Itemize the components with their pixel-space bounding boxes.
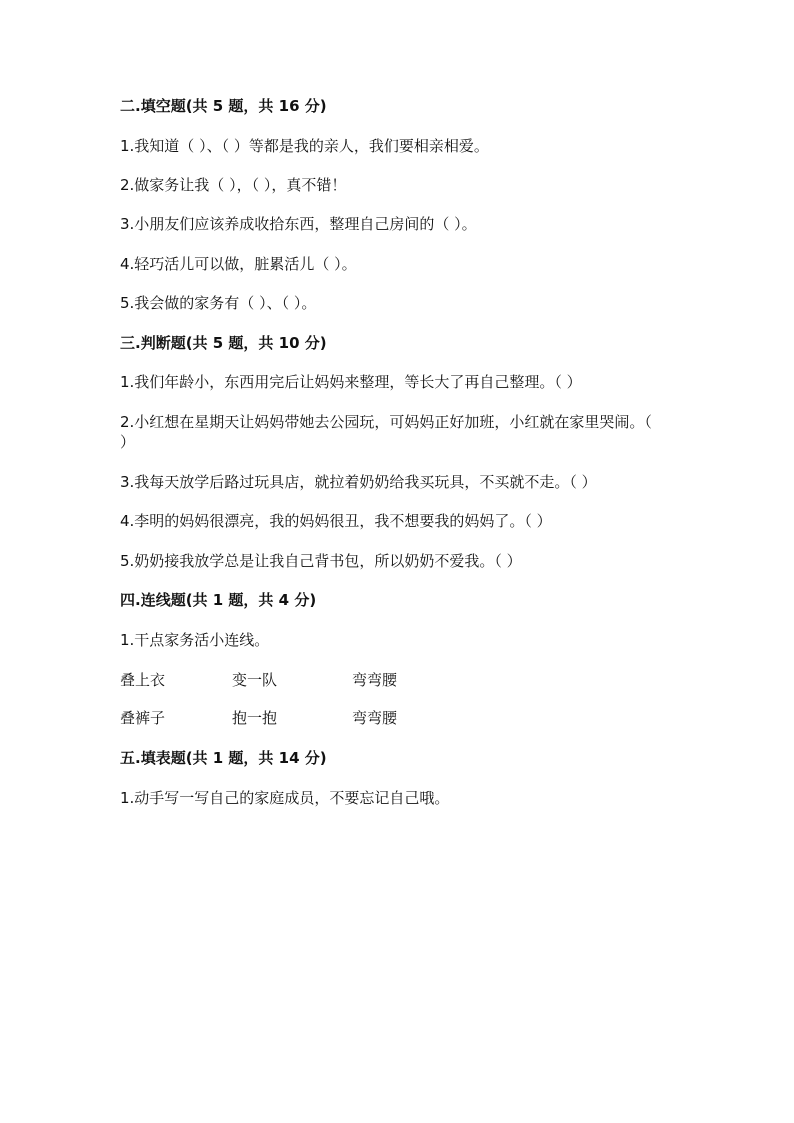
question-3-5: 5.奶奶接我放学总是让我自己背书包，所以奶奶不爱我。（ ）: [120, 552, 522, 570]
question-2-4: 4.轻巧活儿可以做，脏累活儿（ ）。: [120, 255, 357, 273]
match-item: 弯弯腰: [352, 709, 398, 727]
section-5-title: 五.填表题(共 1 题，共 14 分): [120, 749, 327, 767]
question-3-1: 1.我们年龄小，东西用完后让妈妈来整理，等长大了再自己整理。（ ）: [120, 373, 582, 391]
question-3-4: 4.李明的妈妈很漂亮，我的妈妈很丑，我不想要我的妈妈了。（ ）: [120, 512, 552, 530]
question-5-1: 1.动手写一写自己的家庭成员，不要忘记自己哦。: [120, 789, 450, 807]
section-4-title: 四.连线题(共 1 题，共 4 分): [120, 591, 317, 609]
match-item: 叠裤子: [120, 709, 166, 727]
question-3-2: 2.小红想在星期天让妈妈带她去公园玩，可妈妈正好加班，小红就在家里哭闹。（ ）: [120, 413, 652, 451]
question-2-1: 1.我知道（ ）、（ ）等都是我的亲人，我们要相亲相爱。: [120, 137, 489, 155]
match-item: 抱一抱: [232, 709, 278, 727]
match-item: 变一队: [232, 671, 278, 689]
match-item: 弯弯腰: [352, 671, 398, 689]
match-row: [120, 670, 720, 690]
question-3-3: 3.我每天放学后路过玩具店，就拉着奶奶给我买玩具，不买就不走。（ ）: [120, 473, 597, 491]
section-3-title: 三.判断题(共 5 题，共 10 分): [120, 334, 327, 352]
match-item: 叠上衣: [120, 671, 166, 689]
match-row: [120, 708, 720, 728]
question-2-5: 5.我会做的家务有（ ）、（ ）。: [120, 294, 317, 312]
question-4-1: 1.干点家务活小连线。: [120, 631, 270, 649]
section-2-title: 二.填空题(共 5 题，共 16 分): [120, 97, 327, 115]
question-2-3: 3.小朋友们应该养成收拾东西，整理自己房间的（ ）。: [120, 215, 477, 233]
question-2-2: 2.做家务让我（ ），（ ），真不错！: [120, 176, 347, 194]
